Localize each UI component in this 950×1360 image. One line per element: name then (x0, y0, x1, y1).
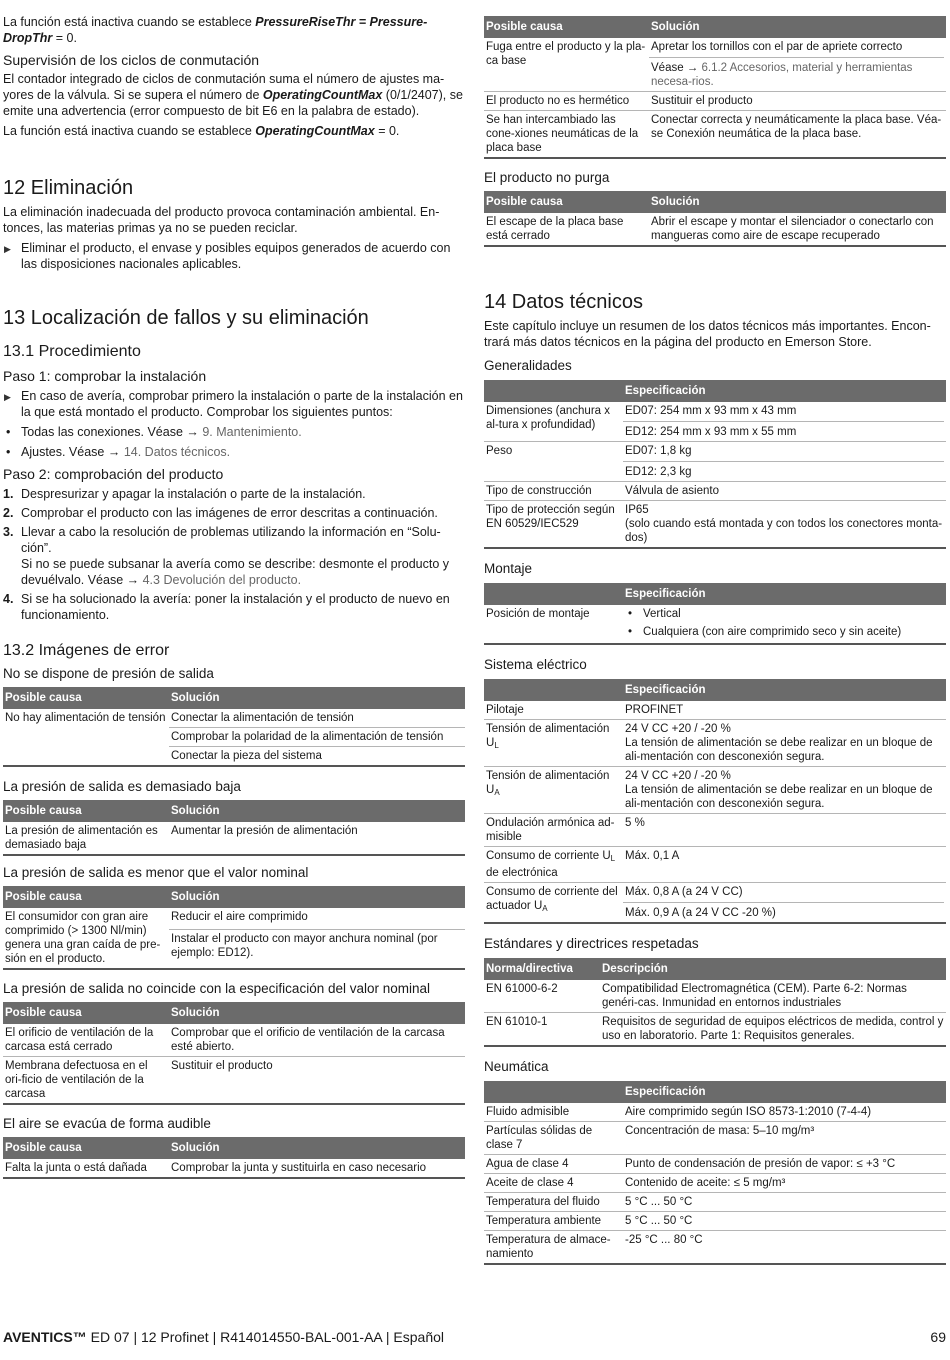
error-5-title: El aire se evacúa de forma audible (3, 1116, 211, 1131)
table-row: El consumidor con gran aire comprimido (> 1300 Nl/min) genera una gran caída de pre-sión en el producto. Reducir el aire comprimido (3, 908, 465, 930)
table-row: Tensión de alimentación UA 24 V CC +20 / -20 % La tensión de alimentación se debe realizar en un bloque de ali-mentación con desconexión segura. (484, 767, 946, 814)
step-2-item: 1. Despresurizar y apagar la instalación o parte de la instalación. (3, 487, 366, 501)
table-row: Consumo de corriente UL de electrónica Máx. 0,1 A (484, 847, 946, 883)
step-1-check-connections: • Todas las conexiones. Véase → 9. Mantenimiento. (3, 424, 465, 440)
link-maintenance[interactable]: 9. Mantenimiento. (202, 425, 302, 439)
col-header-cause: Posible causa (3, 687, 169, 709)
chapter-12-action: ▶ Eliminar el producto, el envase y posibles equipos generados de acuerdo con las disposiciones nacionales aplicables. (3, 240, 465, 272)
table-row: Fuga entre el producto y la pla-ca base Apretar los tornillos con el par de apriete correcto Véase → 6.1.2 Accesorios, material y herramientas necesa-rios. (484, 38, 946, 92)
step-2-list (3, 486, 465, 623)
electrical-table: Especificación Pilotaje PROFINET Tensión de alimentación UL 24 V CC +20 / -20 % La tensión de alimentación se debe realizar en un bloque de ali-mentación con desconexión segura. Tensión de alimentación UA 24 V CC +20 / -20 % La tensión de alimentación se debe realizar en un bloque de ali-mentación con desconexión segura. Ondulación armónica ad-misible 5 % Consumo de corriente UL de electrónica Máx. 0,1 A Consumo de corriente del actuador UA Máx. 0,8 A (a 24 V CC) Máx. 0,9 A (a 24 V CC -20 %) (484, 679, 946, 924)
error-4-table: Posible causa Solución El orificio de ventilación de la carcasa está cerrado Comprobar que el orificio de ventilación de la carcasa esté abierto. Membrana defectuosa en el ori-ficio de ventilación de la carcasa Sustituir el producto (3, 1002, 465, 1105)
table-row: El escape de la placa base está cerrado Abrir el escape y montar el silenciador o conectarlo con mangueras como aire de escape recuperado (484, 213, 946, 246)
page-number: 69 (930, 1329, 946, 1345)
link-product-return[interactable]: 4.3 Devolución del producto. (142, 573, 302, 587)
table-row: No hay alimentación de tensión Conectar la alimentación de tensión (3, 709, 465, 728)
table-row: Se han intercambiado las cone-xiones neumáticas de la placa base Conectar correcta y neumáticamente la placa base. Véa-se Conexión neumática de la placa base. (484, 111, 946, 159)
error-2-table: Posible causa Solución La presión de alimentación es demasiado baja Aumentar la presión de alimentación (3, 800, 465, 856)
pneumatics-table: Especificación Fluido admisible Aire comprimido según ISO 8573-1:2010 (7-4-4) Partículas sólidas de clase 7 Concentración de masa: 5–10 mg/m³ Agua de clase 4 Punto de condensación de presión de vapor: ≤ +3 °C Aceite de clase 4 Contenido de aceite: ≤ 5 mg/m³ Temperatura del fluido 5 °C ... 50 °C Temperatura ambiente 5 °C ... 50 °C Temperatura de almace-namiento -25 °C ... 80 °C (484, 1081, 946, 1265)
error-2-title: La presión de salida es demasiado baja (3, 779, 241, 794)
table-row: Temperatura del fluido 5 °C ... 50 °C (484, 1193, 946, 1212)
table-row: Tensión de alimentación UL 24 V CC +20 / -20 % La tensión de alimentación se debe realizar en un bloque de ali-mentación con desconexión segura. (484, 720, 946, 767)
table-row: Ondulación armónica ad-misible 5 % (484, 814, 946, 847)
table-row: Temperatura de almace-namiento -25 °C ... 80 °C (484, 1231, 946, 1265)
step-2-item: 2. Comprobar el producto con las imágenes de error descritas a continuación. (3, 506, 438, 520)
chapter-14-text: Este capítulo incluye un resumen de los datos técnicos más importantes. Encon-trará más datos técnicos en la página del producto en Emerson Store. (484, 319, 931, 349)
table-row: La presión de alimentación es demasiado baja Aumentar la presión de alimentación (3, 822, 465, 855)
supervision-text: El contador integrado de ciclos de conmutación suma el número de ajustes ma-yores de la válvula. Si se supera el número de OperatingCountMax (0/1/2407), se emite una advertencia (error compuesto de bit E6 en la palabra de estado). (3, 72, 463, 118)
intro-inactive-note: La función está inactiva cuando se establece PressureRiseThr = Pressure-DropThr = 0. (3, 15, 428, 45)
supervision-inactive-note: La función está inactiva cuando se establece OperatingCountMax = 0. (3, 124, 400, 138)
step-2-item: 4. Si se ha solucionado la avería: poner la instalación y el producto de nuevo en funcionamiento. (3, 592, 450, 622)
link-accessories[interactable]: 6.1.2 Accesorios, material y herramientas necesa-rios. (651, 62, 913, 88)
table-row: Comprobar la polaridad de la alimentación de tensión (3, 728, 465, 747)
section-13-1-title: 13.1 Procedimiento (3, 343, 141, 360)
chapter-12-title: 12 Eliminación (3, 177, 134, 199)
step-2-item: 3. Llevar a cabo la resolución de problemas utilizando la información en “Solu-ción”. Si no se puede subsanar la avería como se describe: desmonte el producto y devuélvalo. Véase → 4.3 Devolución del producto. (3, 525, 450, 587)
table-row: Pilotaje PROFINET (484, 701, 946, 720)
section-13-2-title: 13.2 Imágenes de error (3, 642, 170, 659)
error-4-title: La presión de salida no coincide con la especificación del valor nominal (3, 981, 431, 996)
table-row: Tipo de protección según EN 60529/IEC529 IP65 (solo cuando está montada y con todos los conectores monta-dos) (484, 501, 946, 549)
error-3-table: Posible causa Solución El consumidor con gran aire comprimido (> 1300 Nl/min) genera una gran caída de pre-sión en el producto. Reducir el aire comprimido Instalar el producto con mayor anchura nominal (por ejemplo: ED12). (3, 886, 465, 970)
electrical-title: Sistema eléctrico (484, 657, 587, 672)
col-header-solution: Solución (169, 687, 465, 709)
table-row: Agua de clase 4 Punto de condensación de presión de vapor: ≤ +3 °C (484, 1155, 946, 1174)
brand-name: AVENTICS™ (3, 1329, 87, 1345)
no-purge-title: El producto no purga (484, 170, 610, 185)
chapter-14-title: 14 Datos técnicos (484, 291, 643, 313)
table-row: Falta la junta o está dañada Comprobar la junta y sustituirla en caso necesario (3, 1159, 465, 1178)
table-row: El orificio de ventilación de la carcasa está cerrado Comprobar que el orificio de ventilación de la carcasa esté abierto. (3, 1024, 465, 1057)
no-purge-table: Posible causa Solución El escape de la placa base está cerrado Abrir el escape y montar el silenciador o conectarlo con mangueras como aire de escape recuperado (484, 191, 946, 247)
error-continued-table: Posible causa Solución Fuga entre el producto y la pla-ca base Apretar los tornillos con el par de apriete correcto Véase → 6.1.2 Accesorios, material y herramientas necesa-rios. El producto no es hermético Sustituir el producto Se han intercambiado las cone-xiones neumáticas de la placa base Conectar correcta y neumáticamente la placa base. Véa-se Conexión neumática de la placa base. (484, 16, 946, 159)
chapter-12-actions (3, 240, 465, 272)
table-row: Aceite de clase 4 Contenido de aceite: ≤ 5 mg/m³ (484, 1174, 946, 1193)
step-1-check-settings: • Ajustes. Véase → 14. Datos técnicos. (3, 444, 465, 460)
mounting-table: Especificación Posición de montaje • Vertical • Cualquiera (con aire comprimido seco y sin aceite) (484, 583, 946, 645)
table-row: Dimensiones (anchura x al-tura x profundidad) ED07: 254 mm x 93 mm x 43 mm ED12: 254 mm x 93 mm x 55 mm (484, 402, 946, 442)
table-row: Partículas sólidas de clase 7 Concentración de masa: 5–10 mg/m³ (484, 1122, 946, 1155)
link-technical-data[interactable]: 14. Datos técnicos. (123, 445, 231, 459)
table-row: Temperatura ambiente 5 °C ... 50 °C (484, 1212, 946, 1231)
table-row: Conectar la pieza del sistema (3, 747, 465, 767)
table-row: Peso ED07: 1,8 kg ED12: 2,3 kg (484, 442, 946, 482)
step-1-action: ▶ En caso de avería, comprobar primero la instalación o parte de la instalación en la que está montado el producto. Comprobar los siguientes puntos: (3, 388, 465, 420)
step-1-checklist (3, 424, 465, 460)
pneumatics-title: Neumática (484, 1059, 549, 1074)
mounting-title: Montaje (484, 561, 533, 576)
table-row: EN 61010-1 Requisitos de seguridad de equipos eléctricos de medida, control y uso en laboratorio. Parte 1: Requisitos generales. (484, 1013, 946, 1047)
chapter-13-title: 13 Localización de fallos y su eliminación (3, 307, 369, 329)
left-column (3, 0, 465, 1179)
error-1-title: No se dispone de presión de salida (3, 666, 214, 681)
general-table: Especificación Dimensiones (anchura x al-tura x profundidad) ED07: 254 mm x 93 mm x 43 mm ED12: 254 mm x 93 mm x 55 mm Peso ED07: 1,8 kg ED12: 2,3 kg Tipo de construcción Válvula de asiento Tipo de protección según EN 60529/IEC529 IP65 (solo cuando está montada y con todos los conectores monta-dos) (484, 380, 946, 549)
table-row: Consumo de corriente del actuador UA Máx. 0,8 A (a 24 V CC) Máx. 0,9 A (a 24 V CC -20 %) (484, 883, 946, 924)
standards-table: Norma/directiva Descripción EN 61000-6-2 Compatibilidad Electromagnética (CEM). Parte 6-2: Normas genéri-cas. Inmunidad en entornos industriales EN 61010-1 Requisitos de seguridad de equipos eléctricos de medida, control y uso en laboratorio. Parte 1: Requisitos generales. (484, 958, 946, 1047)
standards-title: Estándares y directrices respetadas (484, 936, 699, 951)
table-row: Tipo de construcción Válvula de asiento (484, 482, 946, 501)
table-row: El producto no es hermético Sustituir el producto (484, 92, 946, 111)
error-1-table (3, 687, 465, 767)
right-column (484, 0, 946, 1265)
step-1-title: Paso 1: comprobar la instalación (3, 368, 207, 384)
error-3-title: La presión de salida es menor que el valor nominal (3, 865, 309, 880)
document-reference: ED 07 | 12 Profinet | R414014550-BAL-001-AA | Español (86, 1329, 444, 1345)
error-5-table: Posible causa Solución Falta la junta o está dañada Comprobar la junta y sustituirla en caso necesario (3, 1137, 465, 1179)
table-row: EN 61000-6-2 Compatibilidad Electromagnética (CEM). Parte 6-2: Normas genéri-cas. Inmunidad en entornos industriales (484, 980, 946, 1013)
table-row: Fluido admisible Aire comprimido según ISO 8573-1:2010 (7-4-4) (484, 1103, 946, 1122)
table-row: Membrana defectuosa en el ori-ficio de ventilación de la carcasa Sustituir el producto (3, 1057, 465, 1105)
step-1-actions (3, 388, 465, 420)
chapter-12-text: La eliminación inadecuada del producto provoca contaminación ambiental. En-tonces, las materias primas ya no se pueden reciclar. (3, 205, 440, 235)
table-row: Posición de montaje • Vertical • Cualquiera (con aire comprimido seco y sin aceite) (484, 605, 946, 644)
page-footer (3, 1328, 946, 1346)
table-row: Instalar el producto con mayor anchura nominal (por ejemplo: ED12). (3, 930, 465, 969)
general-title: Generalidades (484, 358, 572, 373)
step-2-title: Paso 2: comprobación del producto (3, 466, 224, 482)
supervision-heading: Supervisión de los ciclos de conmutación (3, 52, 260, 68)
